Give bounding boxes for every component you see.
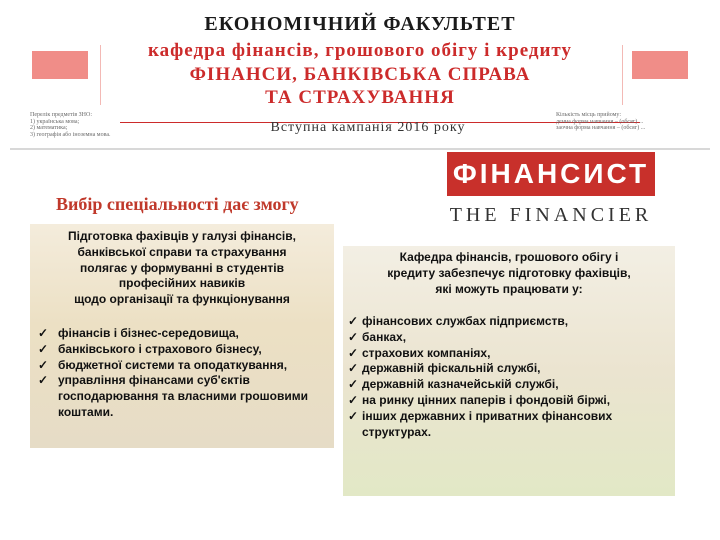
check-icon: ✓ <box>38 326 49 340</box>
right-panel-list <box>348 314 648 440</box>
check-icon: ✓ <box>38 373 49 388</box>
check-icon: ✓ <box>348 314 359 328</box>
faculty-title: ЕКОНОМІЧНИЙ ФАКУЛЬТЕТ <box>204 13 516 35</box>
check-icon: ✓ <box>348 408 359 423</box>
list-item: ✓ банківського і страхового бізнесу, <box>38 341 262 356</box>
banner-bottom-rule <box>10 148 710 150</box>
section-heading: Вибір спеціальності дає змогу <box>56 194 299 214</box>
check-icon: ✓ <box>348 345 359 360</box>
right-deco-block <box>632 51 688 79</box>
department-title: кафедра фінансів, грошового обігу і кредиту <box>147 40 573 61</box>
check-icon: ✓ <box>38 357 49 372</box>
banner-left-notes: Перелік предметів ЗНО: 1) українська мова; 2) математика; 3) географія або іноземна мова. <box>30 112 111 138</box>
left-panel-intro: Підготовка фахівців у галузі фінансів, банківської справи та страхування полягає у формуванні в студентів професійних навиків щодо організації та функціонування <box>68 229 296 307</box>
check-icon: ✓ <box>348 377 359 392</box>
list-item: ✓ фінансових службах підприємств, <box>348 314 569 328</box>
financier-logo-subtitle: THE FINANCIER <box>449 204 653 226</box>
list-item: ✓ бюджетної системи та оподаткування, <box>38 357 288 372</box>
left-deco-block <box>32 51 88 79</box>
financier-logo <box>447 152 655 196</box>
specialty-title-line2: ТА СТРАХУВАННЯ <box>265 87 455 108</box>
check-icon: ✓ <box>348 392 359 407</box>
financier-logo-title: ФІНАНСИСТ <box>452 158 650 189</box>
list-item: ✓ фінансів і бізнес-середовища, <box>38 326 239 340</box>
header-frame <box>100 45 623 105</box>
list-item: ✓ державній фіскальній службі, <box>348 361 541 376</box>
list-item: ✓ банках, <box>348 329 407 344</box>
list-item: ✓ інших державних і приватних фінансових структурах. <box>348 408 613 439</box>
check-icon: ✓ <box>348 361 359 376</box>
list-item: ✓ на ринку цінних паперів і фондовій біржі, <box>348 392 611 407</box>
left-panel-list <box>34 326 334 421</box>
banner-title: Вступна кампанія 2016 року <box>270 120 466 135</box>
specialty-title-line1: ФІНАНСИ, БАНКІВСЬКА СПРАВА <box>189 64 531 85</box>
list-item: ✓ державній казначейській службі, <box>348 377 559 392</box>
list-item: ✓ управління фінансами суб'єктів господарювання та власними грошовими коштами. <box>38 373 308 419</box>
right-panel-intro: Кафедра фінансів, грошового обігу і кредиту забезпечує підготовку фахівців, які можуть працювати у: <box>387 250 631 296</box>
check-icon: ✓ <box>38 341 49 356</box>
banner-right-notes: Кількість місць прийому: денна форма навчання – (обсяг) ... заочна форма навчання – (обсяг) ... <box>556 112 646 131</box>
list-item: ✓ страхових компаніях, <box>348 345 491 360</box>
check-icon: ✓ <box>348 329 359 344</box>
